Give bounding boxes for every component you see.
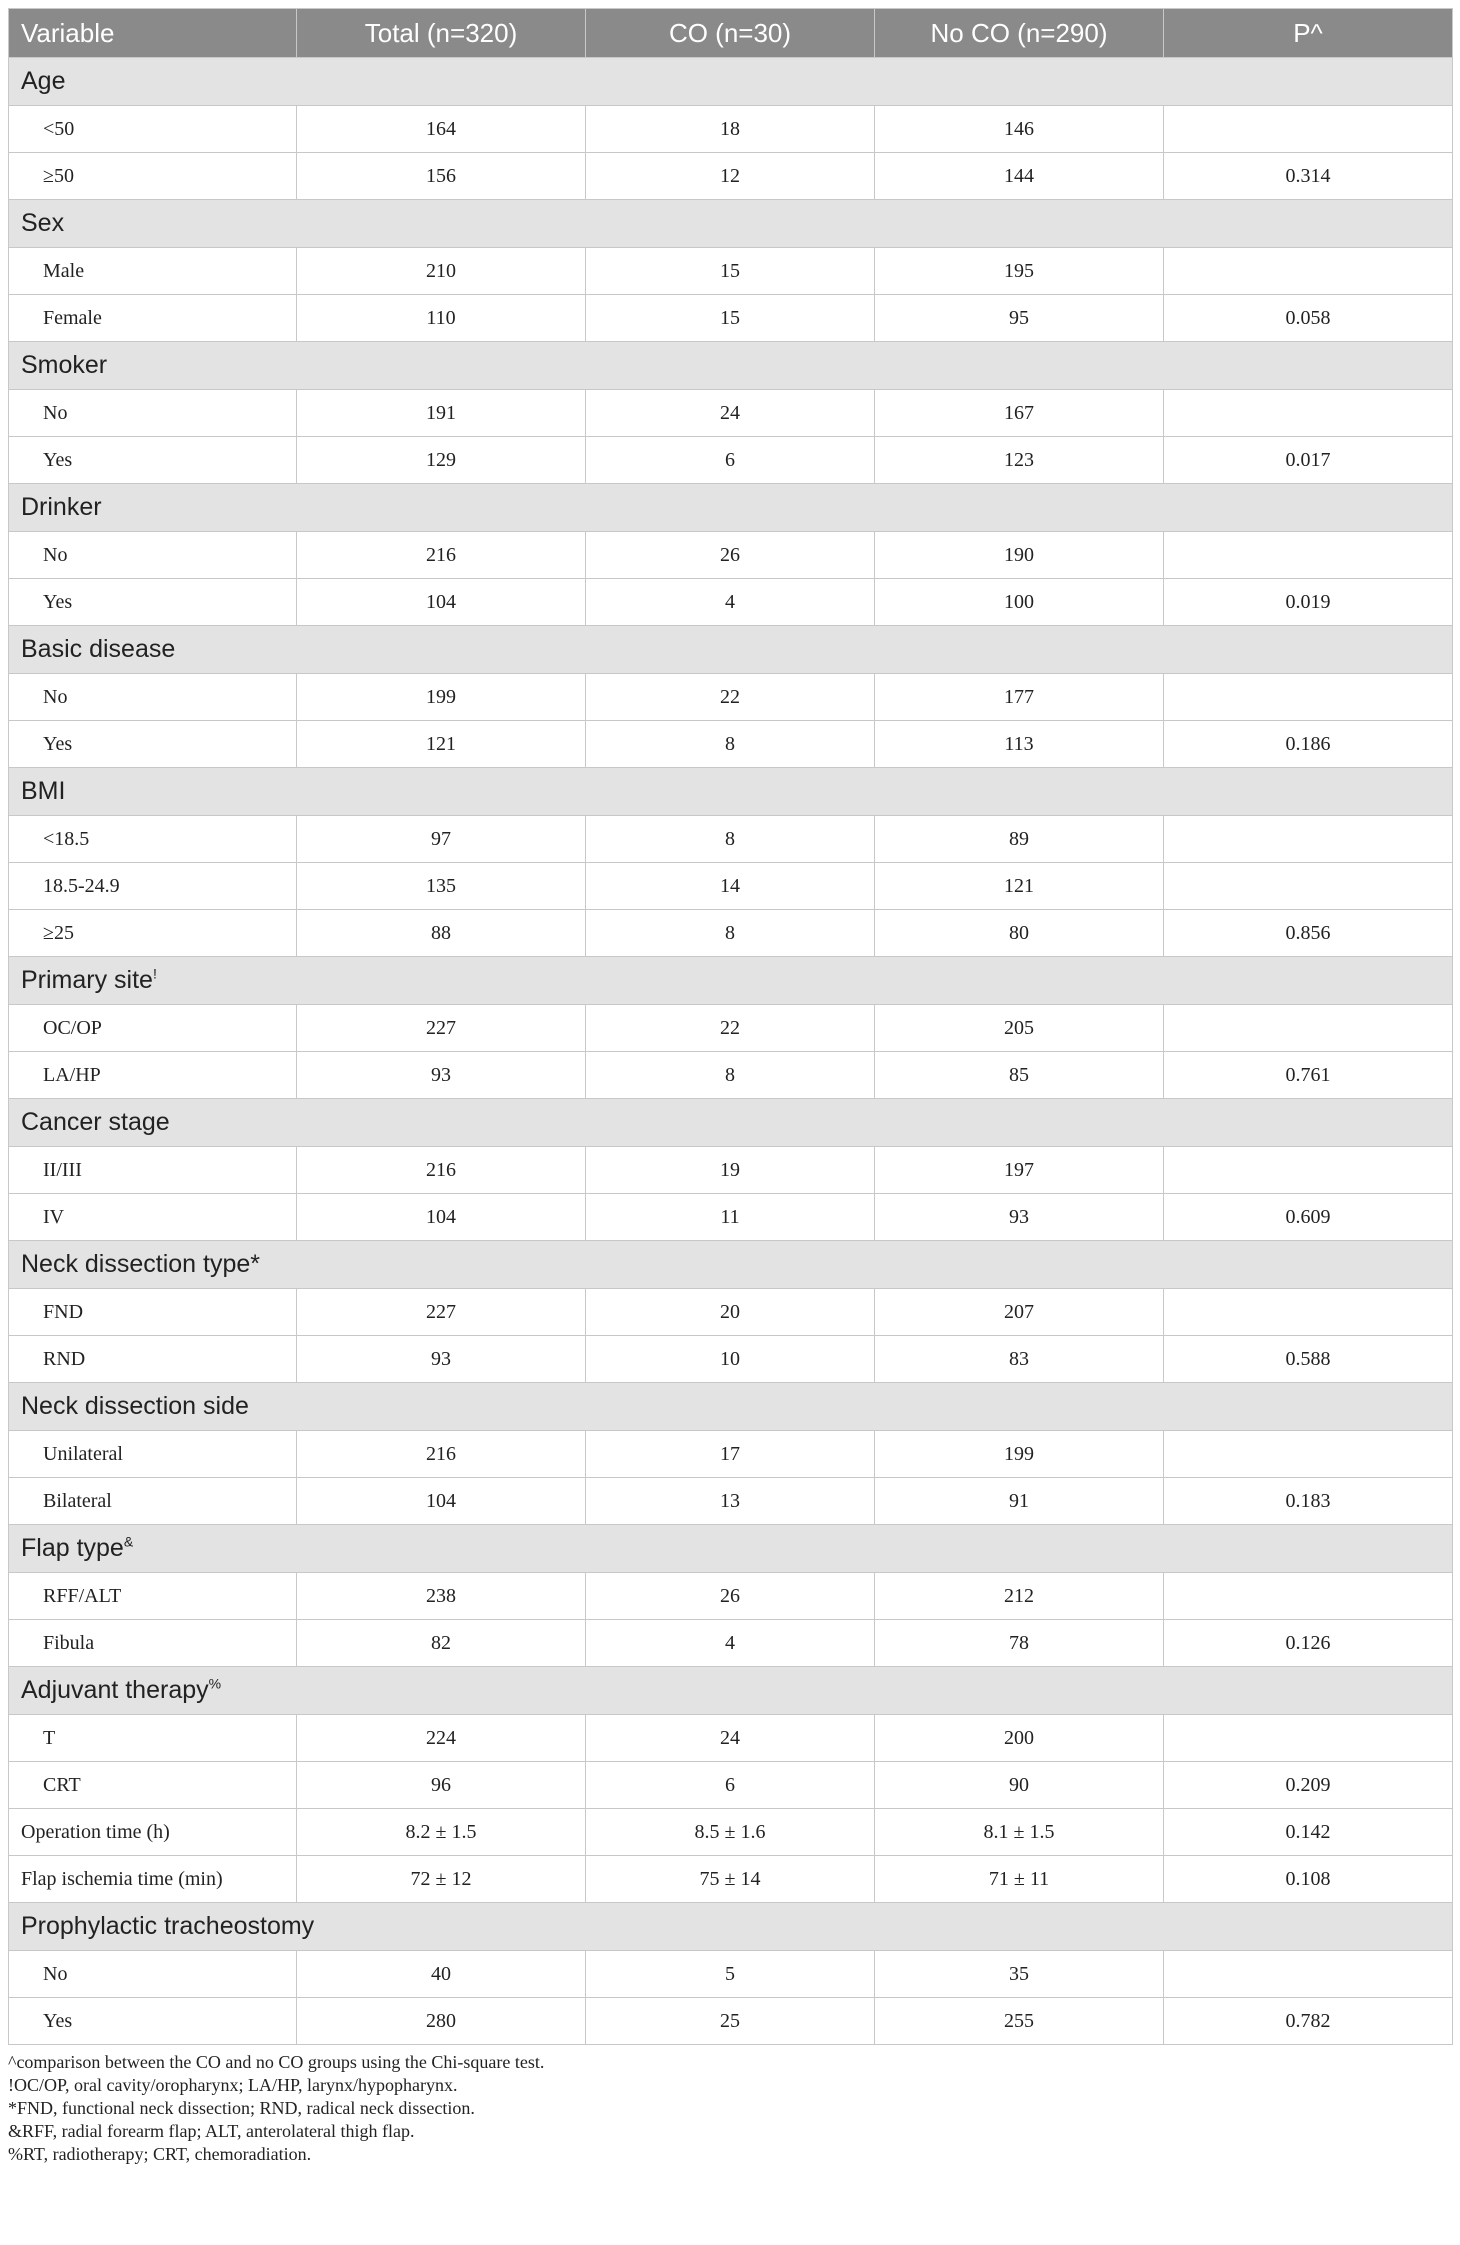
cell-total: 135 [297,863,586,910]
cell-co: 15 [586,248,875,295]
row-label: Unilateral [9,1431,297,1478]
table-row [9,390,1453,437]
row-label: No [9,674,297,721]
cell-total: 129 [297,437,586,484]
cell-co: 22 [586,1005,875,1052]
row-label: <50 [9,106,297,153]
section-label-cell [9,1903,1453,1951]
cell-total: 224 [297,1715,586,1762]
section-label-cell [9,1525,1453,1573]
table-row [9,721,1453,768]
footnote-marker: ! [152,965,157,982]
cell-p-value: 0.609 [1164,1194,1453,1241]
section-row [9,200,1453,248]
header-row [9,9,1453,58]
table-row [9,295,1453,342]
row-label: IV [9,1194,297,1241]
section-label: Neck dissection side [21,1392,249,1420]
cell-p-value [1164,532,1453,579]
cell-co: 8 [586,1052,875,1099]
cell-no-co: 78 [875,1620,1164,1667]
cell-no-co: 85 [875,1052,1164,1099]
cell-no-co: 144 [875,153,1164,200]
section-row [9,1667,1453,1715]
cell-total: 104 [297,1194,586,1241]
section-label-cell [9,1241,1453,1289]
table-row [9,1194,1453,1241]
table-header [9,9,1453,58]
cell-total: 72 ± 12 [297,1856,586,1903]
row-label: Female [9,295,297,342]
row-label: RND [9,1336,297,1383]
cell-p-value [1164,106,1453,153]
cell-total: 191 [297,390,586,437]
cell-p-value: 0.856 [1164,910,1453,957]
section-label-cell [9,200,1453,248]
section-label-cell [9,626,1453,674]
cell-p-value: 0.314 [1164,153,1453,200]
cell-no-co: 121 [875,863,1164,910]
cell-no-co: 199 [875,1431,1164,1478]
cell-total: 93 [297,1052,586,1099]
cell-co: 75 ± 14 [586,1856,875,1903]
cell-co: 14 [586,863,875,910]
row-label: RFF/ALT [9,1573,297,1620]
table-row [9,106,1453,153]
cell-total: 88 [297,910,586,957]
cell-p-value: 0.183 [1164,1478,1453,1525]
cell-co: 15 [586,295,875,342]
footnote-marker: & [123,1533,134,1550]
table-row [9,1336,1453,1383]
cell-total: 156 [297,153,586,200]
cell-no-co: 205 [875,1005,1164,1052]
cell-total: 93 [297,1336,586,1383]
cell-p-value: 0.209 [1164,1762,1453,1809]
row-label: Yes [9,437,297,484]
cell-co: 24 [586,390,875,437]
header-no-co: No CO (n=290) [875,9,1164,58]
cell-total: 104 [297,579,586,626]
cell-co: 25 [586,1998,875,2045]
row-label: Flap ischemia time (min) [9,1856,297,1903]
cell-co: 6 [586,1762,875,1809]
cell-p-value [1164,1951,1453,1998]
section-row [9,342,1453,390]
cell-p-value [1164,863,1453,910]
cell-no-co: 100 [875,579,1164,626]
row-label: 18.5-24.9 [9,863,297,910]
row-label: T [9,1715,297,1762]
cell-no-co: 167 [875,390,1164,437]
row-label: Yes [9,1998,297,2045]
cell-p-value [1164,1431,1453,1478]
row-label: Male [9,248,297,295]
cell-total: 227 [297,1289,586,1336]
cell-total: 40 [297,1951,586,1998]
table-row [9,863,1453,910]
section-label-cell [9,957,1453,1005]
section-row [9,1383,1453,1431]
cell-no-co: 95 [875,295,1164,342]
section-label: Prophylactic tracheostomy [21,1912,315,1940]
header-variable: Variable [9,9,297,58]
cell-p-value [1164,1715,1453,1762]
table-row [9,579,1453,626]
footnote-marker: % [208,1675,222,1692]
section-label: Age [21,67,66,95]
table-row [9,910,1453,957]
section-label: Cancer stage [21,1108,170,1136]
section-label-cell [9,58,1453,106]
section-row [9,626,1453,674]
cell-no-co: 90 [875,1762,1164,1809]
footnote: *FND, functional neck dissection; RND, radical neck dissection. [8,2098,475,2118]
cell-total: 227 [297,1005,586,1052]
cell-co: 10 [586,1336,875,1383]
cell-no-co: 113 [875,721,1164,768]
cell-p-value: 0.126 [1164,1620,1453,1667]
table-row [9,1005,1453,1052]
data-table [8,8,1453,2045]
section-row [9,1903,1453,1951]
cell-p-value: 0.019 [1164,579,1453,626]
table-row [9,1998,1453,2045]
cell-no-co: 8.1 ± 1.5 [875,1809,1164,1856]
cell-no-co: 197 [875,1147,1164,1194]
table-row [9,674,1453,721]
cell-no-co: 146 [875,106,1164,153]
cell-p-value [1164,1573,1453,1620]
cell-p-value: 0.761 [1164,1052,1453,1099]
row-label: ≥25 [9,910,297,957]
table-row [9,1478,1453,1525]
cell-total: 8.2 ± 1.5 [297,1809,586,1856]
cell-co: 8 [586,816,875,863]
cell-total: 121 [297,721,586,768]
footnote: %RT, radiotherapy; CRT, chemoradiation. [8,2144,312,2164]
row-label: ≥50 [9,153,297,200]
cell-co: 5 [586,1951,875,1998]
cell-no-co: 123 [875,437,1164,484]
cell-total: 97 [297,816,586,863]
row-label: No [9,532,297,579]
cell-total: 82 [297,1620,586,1667]
table-row [9,1620,1453,1667]
footnotes [8,2051,1452,2166]
table-row [9,248,1453,295]
cell-total: 216 [297,1431,586,1478]
cell-co: 20 [586,1289,875,1336]
table-row [9,1951,1453,1998]
cell-p-value [1164,1147,1453,1194]
row-label: OC/OP [9,1005,297,1052]
cell-no-co: 177 [875,674,1164,721]
cell-no-co: 91 [875,1478,1164,1525]
cell-co: 18 [586,106,875,153]
cell-no-co: 255 [875,1998,1164,2045]
cell-p-value [1164,1005,1453,1052]
section-label: Adjuvant therapy [21,1676,209,1704]
section-row [9,58,1453,106]
cell-co: 8 [586,910,875,957]
cell-p-value [1164,390,1453,437]
cell-co: 26 [586,532,875,579]
table-row [9,1809,1453,1856]
cell-p-value: 0.186 [1164,721,1453,768]
cell-total: 216 [297,532,586,579]
cell-total: 238 [297,1573,586,1620]
row-label: Operation time (h) [9,1809,297,1856]
table-row [9,1762,1453,1809]
cell-co: 17 [586,1431,875,1478]
cell-co: 4 [586,579,875,626]
cell-total: 110 [297,295,586,342]
cell-co: 11 [586,1194,875,1241]
section-label: Drinker [21,493,102,521]
cell-p-value [1164,248,1453,295]
header-p: P^ [1164,9,1453,58]
cell-co: 8 [586,721,875,768]
section-label: Flap type [21,1534,124,1562]
section-label: Primary site [21,966,153,994]
table-row [9,1147,1453,1194]
cell-no-co: 212 [875,1573,1164,1620]
cell-co: 22 [586,674,875,721]
table-row [9,816,1453,863]
section-label: BMI [21,777,66,805]
row-label: Yes [9,579,297,626]
section-label-cell [9,1099,1453,1147]
section-row [9,484,1453,532]
cell-co: 24 [586,1715,875,1762]
table-row [9,532,1453,579]
table-row [9,437,1453,484]
cell-no-co: 80 [875,910,1164,957]
cell-p-value: 0.588 [1164,1336,1453,1383]
cell-co: 13 [586,1478,875,1525]
cell-p-value [1164,1289,1453,1336]
cell-co: 26 [586,1573,875,1620]
section-row [9,1241,1453,1289]
cell-total: 210 [297,248,586,295]
footnote: &RFF, radial forearm flap; ALT, anterolateral thigh flap. [8,2121,415,2141]
cell-p-value: 0.782 [1164,1998,1453,2045]
row-label: <18.5 [9,816,297,863]
cell-co: 12 [586,153,875,200]
table-container [8,8,1452,2166]
table-row [9,153,1453,200]
section-row [9,768,1453,816]
cell-no-co: 207 [875,1289,1164,1336]
section-row [9,1525,1453,1573]
cell-no-co: 89 [875,816,1164,863]
section-label-cell [9,342,1453,390]
section-label-cell [9,484,1453,532]
row-label: Yes [9,721,297,768]
section-row [9,1099,1453,1147]
section-label-cell [9,1383,1453,1431]
row-label: LA/HP [9,1052,297,1099]
section-label-cell [9,768,1453,816]
cell-no-co: 195 [875,248,1164,295]
row-label: No [9,1951,297,1998]
cell-co: 19 [586,1147,875,1194]
section-label-cell [9,1667,1453,1715]
cell-total: 104 [297,1478,586,1525]
cell-no-co: 71 ± 11 [875,1856,1164,1903]
cell-p-value: 0.142 [1164,1809,1453,1856]
row-label: CRT [9,1762,297,1809]
cell-total: 96 [297,1762,586,1809]
table-row [9,1715,1453,1762]
cell-co: 4 [586,1620,875,1667]
section-label: Sex [21,209,65,237]
table-row [9,1052,1453,1099]
table-body [9,58,1453,2045]
row-label: No [9,390,297,437]
section-row [9,957,1453,1005]
table-row [9,1289,1453,1336]
table-row [9,1856,1453,1903]
cell-p-value: 0.108 [1164,1856,1453,1903]
section-label: Smoker [21,351,108,379]
cell-co: 8.5 ± 1.6 [586,1809,875,1856]
cell-no-co: 83 [875,1336,1164,1383]
cell-total: 216 [297,1147,586,1194]
table-row [9,1573,1453,1620]
cell-no-co: 35 [875,1951,1164,1998]
cell-no-co: 200 [875,1715,1164,1762]
row-label: II/III [9,1147,297,1194]
header-co: CO (n=30) [586,9,875,58]
cell-no-co: 93 [875,1194,1164,1241]
cell-total: 280 [297,1998,586,2045]
cell-p-value: 0.017 [1164,437,1453,484]
cell-total: 199 [297,674,586,721]
row-label: FND [9,1289,297,1336]
footnote: !OC/OP, oral cavity/oropharynx; LA/HP, larynx/hypopharynx. [8,2075,458,2095]
cell-p-value [1164,674,1453,721]
table-row [9,1431,1453,1478]
cell-total: 164 [297,106,586,153]
section-label: Basic disease [21,635,176,663]
cell-p-value: 0.058 [1164,295,1453,342]
cell-co: 6 [586,437,875,484]
header-total: Total (n=320) [297,9,586,58]
row-label: Fibula [9,1620,297,1667]
row-label: Bilateral [9,1478,297,1525]
cell-no-co: 190 [875,532,1164,579]
cell-p-value [1164,816,1453,863]
footnote: ^comparison between the CO and no CO groups using the Chi-square test. [8,2052,545,2072]
section-label: Neck dissection type* [21,1250,261,1278]
